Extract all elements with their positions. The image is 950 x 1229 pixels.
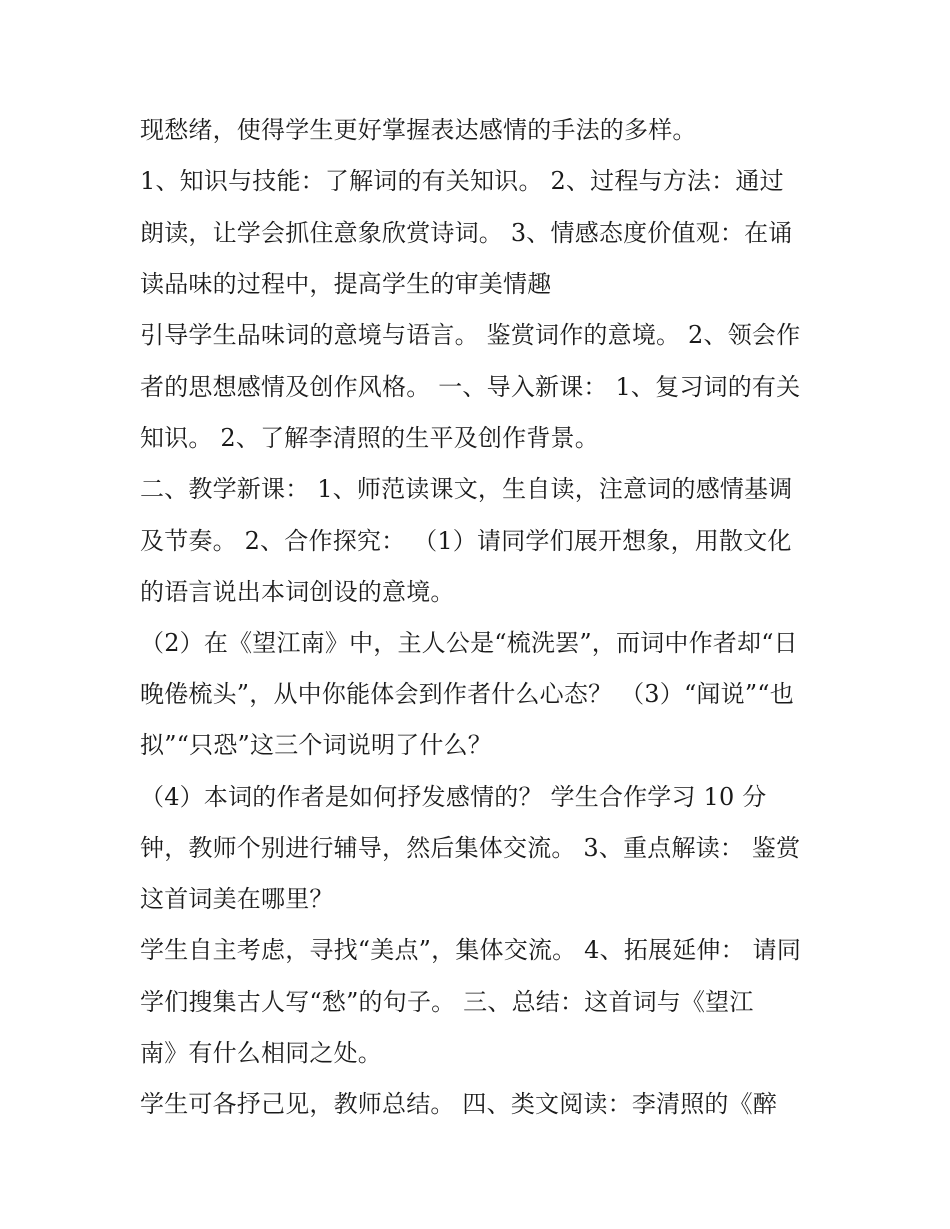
text-line-18: 学们搜集古人写“愁”的句子。 三、总结：这首词与《望江 (140, 988, 754, 1016)
text-line-20: 学生可各抒己见，教师总结。 四、类文阅读：李清照的《醉 (140, 1090, 778, 1118)
text-line-4: 读品味的过程中，提高学生的审美情趣 (140, 270, 552, 298)
text-line-14: （4）本词的作者是如何抒发感情的？ 学生合作学习 10 分 (140, 783, 767, 811)
text-line-2: 1、知识与技能：了解词的有关知识。 2、过程与方法：通过 (140, 167, 784, 195)
text-line-8: 二、教学新课： 1、师范读课文，生自读，注意词的感情基调 (140, 475, 793, 503)
text-line-15: 钟，教师个别进行辅导，然后集体交流。 3、重点解读： 鉴赏 (140, 834, 801, 862)
text-line-5: 引导学生品味词的意境与语言。 鉴赏词作的意境。 2、领会作 (140, 321, 801, 349)
text-line-13: 拟”“只恐”这三个词说明了什么？ (140, 731, 493, 759)
text-line-9: 及节奏。 2、合作探究： （1）请同学们展开想象，用散文化 (140, 527, 792, 555)
text-line-17: 学生自主考虑，寻找“美点”，集体交流。 4、拓展延伸： 请同 (140, 936, 802, 964)
text-line-3: 朗读，让学会抓住意象欣赏诗词。 3、情感态度价值观：在诵 (140, 219, 793, 247)
text-line-7: 知识。 2、了解李清照的生平及创作背景。 (140, 424, 599, 452)
text-line-19: 南》有什么相同之处。 (140, 1039, 382, 1067)
text-line-6: 者的思想感情及创作风格。 一、导入新课： 1、复习词的有关 (140, 373, 801, 401)
text-line-16: 这首词美在哪里？ (140, 885, 334, 913)
text-line-11: （2）在《望江南》中，主人公是“梳洗罢”，而词中作者却“日 (140, 629, 798, 657)
text-line-12: 晚倦梳头”，从中你能体会到作者什么心态？ （3）“闻说”“也 (140, 680, 794, 708)
text-line-10: 的语言说出本词创设的意境。 (140, 578, 455, 606)
text-line-1: 现愁绪，使得学生更好掌握表达感情的手法的多样。 (140, 116, 697, 144)
